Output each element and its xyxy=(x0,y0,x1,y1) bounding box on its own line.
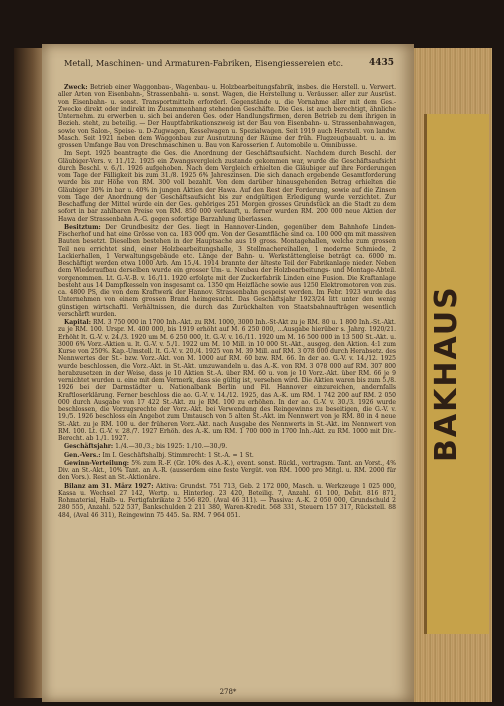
paragraph-text: Im Sept. 1925 beantragte die Ges. die Anordnung der Geschäftsaufsicht. Nachdem durch Beschl. der Gläubiger-Vers. v. 11./12. 1925 ein Zwangsvergleich zustande gekommen war, wurde die Geschäftsaufsicht durch Beschl. v. 6./1. 1926 aufgehoben. Nach dem Vergleich erhielten die Gläubiger auf ihre Forderungen vom Tage der Fälligkeit bis zum 31./8. 1925 6% Jahreszinsen. Die sich danach ergebende Gesamtforderung wurde bis zur Höhe von RM. 300 voll bezahlt. Von dem darüber hinausgehenden Betrag erhielten die Gläubiger 30% in bar u. 40% in jungen Aktien der Hawa. Auf den Rest der Forderung, sowie auf die Zinsen vom Tage der Anordnung der Geschäftsaufsicht bis zur endgültigen Erledigung wurde verzichtet. Zur Beschaffung der Mittel wurde ein der Ges. gehöriges 251 Morgen grosses Grundstück an die Stadt zu dem sofort in bar zahlbaren Preise von RM. 850 000 verkauft, u. ferner wurden RM. 200 000 neue Aktien der Hawa der Strassenbahn A.-G. gegen sofortige Barzahlung überlassen. xyxy=(58,150,396,223)
page-footer-mark: 278* xyxy=(219,688,237,696)
paragraph-lead: Kapital: xyxy=(64,319,91,326)
paragraph-lead: Besitztum: xyxy=(64,223,101,231)
paragraph xyxy=(58,224,396,318)
page-header xyxy=(64,58,394,72)
paragraph-lead: Gen.-Vers.: xyxy=(64,451,101,459)
book-photo xyxy=(14,34,492,704)
paragraph-text: Der Grundbesitz der Ges. liegt in Hannover-Linden, gegenüber dem Bahnhofe Linden-Fischerhof und hat eine Grösse von ca. 183 000 qm. Von der Gesamtfläche sind ca. 100 000 qm mit massiven Bauten besetzt. Dieselben bestehen in der Hauptsache aus 19 gross. Montagehallen, welche zum grossen Teil neu errichtet sind, einer Holzbearbeitungshalle, 3 Stellmachereihallen, 1 moderne Schmiede, 2 Lackierhallen, 1 Verwaltungsgebäude etc. Länge der Bahn- u. Werkstättengleise beträgt ca. 6000 m. Beschäftigt werden etwa 1000 Arb. Am 15./4. 1914 brannte der älteste Teil der Fabrikanlage nieder. Neben dem Wiederaufbau derselben wurde ein grosser Um- u. Neubau der Holzbearbeitungs- und Montage-Abteil. vorgenommen. Lt. G.-V.-B. v. 16./11. 1920 erfolgte mit der Zuckerfabrik Linden eine Fusion. Die Kraftanlage besteht aus 14 Dampfkesseln von insgesamt ca. 1350 qm Heizfläche sowie aus 1250 Elektromotoren von zus. ca. 4800 PS, die von dem Kraftwerk der Hannov. Strassenbahn gespeist werden. Im Febr. 1923 wurde das Unternehmen von einem grossen Brand heimgesucht. Das Geschäftsjahr 1923/24 litt unter den wenig günstigen wirtschaftl. Verhältnissen, die durch das Zurückhalten von Staatsbahnaufträgen wesentlich verschärft wurden. xyxy=(58,223,396,318)
page-number: 4435 xyxy=(368,58,394,68)
running-title: Metall, Maschinen- und Armaturen-Fabriken, Eisengiessereien etc. xyxy=(64,58,344,68)
paragraph-text: Aktiva: Grundst. 751 713, Geb. 2 172 000, Masch. u. Werkzeuge 1 025 000, Kassa u. Wechsel 27 142, Wertp. u. Hinterleg. 23 420, Beteilig. 7, Anzahl. 61 100, Debit. 816 871, Rohmaterial, Halb- u. Fertigfabrikate 2 556 820. (Aval 46 311). — Passiva: A.-K. 2 050 000, Grundschuld 2 280 555, Anzahl. 522 537, Bankschulden 2 211 380, Waren-Kredit. 568 331, Steuern 157 317, Rückstell. 88 484, (Aval 46 311), Reingewinn 75 445. Sa. RM. 7 964 051. xyxy=(58,482,396,519)
paragraph-text: 5% zum R.-F. (Gr. 10% des A.-K.), event. sonst. Rückl., vertragsm. Tant. an Vorst., 4% Div. an St.-Akt., 10% Tant. an A.-R. (ausserdem eine feste Vergüt. von RM. 1000 pro Mitgl. u. RM. 2000 für den Vors.). Rest an St.-Aktionäre. xyxy=(58,459,396,482)
paragraph-text: Im I. Geschäftshalbj. Stimmrecht: 1 St.-A. = 1 St. xyxy=(102,451,254,459)
paragraph xyxy=(58,460,396,482)
paragraph xyxy=(58,150,396,223)
paragraph-lead: Bilanz am 31. März 1927: xyxy=(64,482,154,490)
spine-text: BAKHAUS xyxy=(429,285,464,463)
paragraph-lead: Gewinn-Verteilung: xyxy=(64,459,130,467)
paragraph-text: RM. 3 750 000 in 1700 Inh.-Akt. zu RM. 1000, 3000 Inh.-St-Akt zu je RM. 80 u. 1 800 Inh.-St.-Akt. zu je RM. 100. Urspr. M. 400 000, bis 1919 erhöht auf M. 6 250 000, ...Ausgabe hierüber s. Jahrg. 1920/21. Erhöht lt. G.-V. v. 24./3. 1920 um M. 6 250 000, lt. G.-V. v. 16./11. 1920 um M. 16 500 000 in 13 500 St.-Akt. u. 3000 6% Vorz.-Aktien u. lt. G.-V. v. 5./1. 1922 um M. 10 Mill. in 10 000 St.-Akt., ausgeg. den Aktion. 4:1 zum Kurse von 250%. Kap.-Umstell. lt. G.-V. v. 20./4. 1925 von M. 39 Mill. auf RM. 3 078 000 durch Herabsetz. des Nennwertes der St.- bzw. Vorz.-Akt. von M. 1000 auf RM. 60 bzw. RM. 66. In der ao. G.-V. v. 14./12. 1925 wurde beschlossen, die Vorz.-Akt. in St.-Akt. umzuwandeln u. das A.-K. von RM. 3 078 000 auf RM. 307 800 herabzusetzen in der Weise, dass je 10 Aktien St.-A. über RM. 60 u. von je 10 Vorz.-Akt. über RM. 66 je 9 vernichtet wurden u. eine mit dem Vermerk, dass sie gültig ist, versehen wird. Die Aktien waren bis zum 5./8. 1926 bei der Darmstädter u. Nationalbank Berlin und Fil. Hannover einzureichen, andernfalls Kraftloserklärung. Ferner beschloss die ao. G.-V. v. 14./12. 1925, das A.-K. um RM. 1 742 200 auf RM. 2 050 000 durch Ausgabe von 17 422 St.-Akt. zu je RM. 100 zu erhöhen. In der ao. G.-V. v. 30./3. 1926 wurde beschlossen, die Vorzugsrechte der Vorz.-Akt. bei Verwendung des Reingewinns zu beseitigen, die G.-V. v. 19./5. 1926 beschloss ein Angebot zum Umtausch von 5 alten St.-Akt. im Nennwert von je RM. 80 in 4 neue St.-Akt. zu je RM. 100 u. der früheren Vorz.-Akt. nach Ausgabe des Nennwerts in St.-Akt. im Nennwert von RM. 100. Lt. G.-V. v. 28./7. 1927 Erhöh. des A.-K. um RM. 1 700 000 in 1700 Inh.-Akt. zu RM. 1000 mit Div.-Berecht. ab 1./1. 1927. xyxy=(58,319,396,442)
book-page xyxy=(42,44,414,702)
paragraph xyxy=(58,319,396,442)
paragraph xyxy=(58,483,396,519)
paragraph-text: Betrieb einer Waggonbau-, Wagenbau- u. Holzbearbeitungsfabrik, insbes. die Herstell. u. Verwert. aller Arten von Eisenbahn-, Strassenbahn- u. sonst. Wagen, die Herstellung u. Veräusser. aller zur Ausrüst. von Eisenbahn- u. sonst. Transportmitteln erforderl. Gegenstände u. die Vornahme aller mit dem Ges.-Zwecke direkt oder indirekt im Zusammenhang stehenden Geschäfte. Die Ges. ist auch berechtigt, ähnliche Unternehm. zu erwerben u. sich bei anderen Ges. oder Handlungsfirmen, deren Betrieb zu dem ihrigen in Bezieh. steht, zu beteilig. — Der Hauptfabrikationszweig ist der Bau von Eisenbahn- u. Strassenbahnwagen, sowie von Salon-, Speise- u. D-Zugwagen, Kesselwagen u. Spezialwagen. Seit 1919 auch Herstell. von landw. Masch. Seit 1921 neben dem Waggonbau zur Ausnutzung der Räume der früh. Flugzeugbauabt. u. a. im grossen Umfange Bau von Dreschmaschinen u. Bau von Karosserien f. Automobile u. Omnibusse. xyxy=(58,84,396,149)
paragraph-text: 1./4.—30./3.; bis 1925: 1./10.—30./9. xyxy=(115,443,228,451)
paragraph xyxy=(58,452,396,459)
body-text xyxy=(58,84,396,520)
paragraph-lead: Zweck: xyxy=(64,84,88,91)
paragraph-lead: Geschäftsjahr: xyxy=(64,443,114,451)
paragraph xyxy=(58,84,396,149)
paragraph xyxy=(58,443,396,450)
